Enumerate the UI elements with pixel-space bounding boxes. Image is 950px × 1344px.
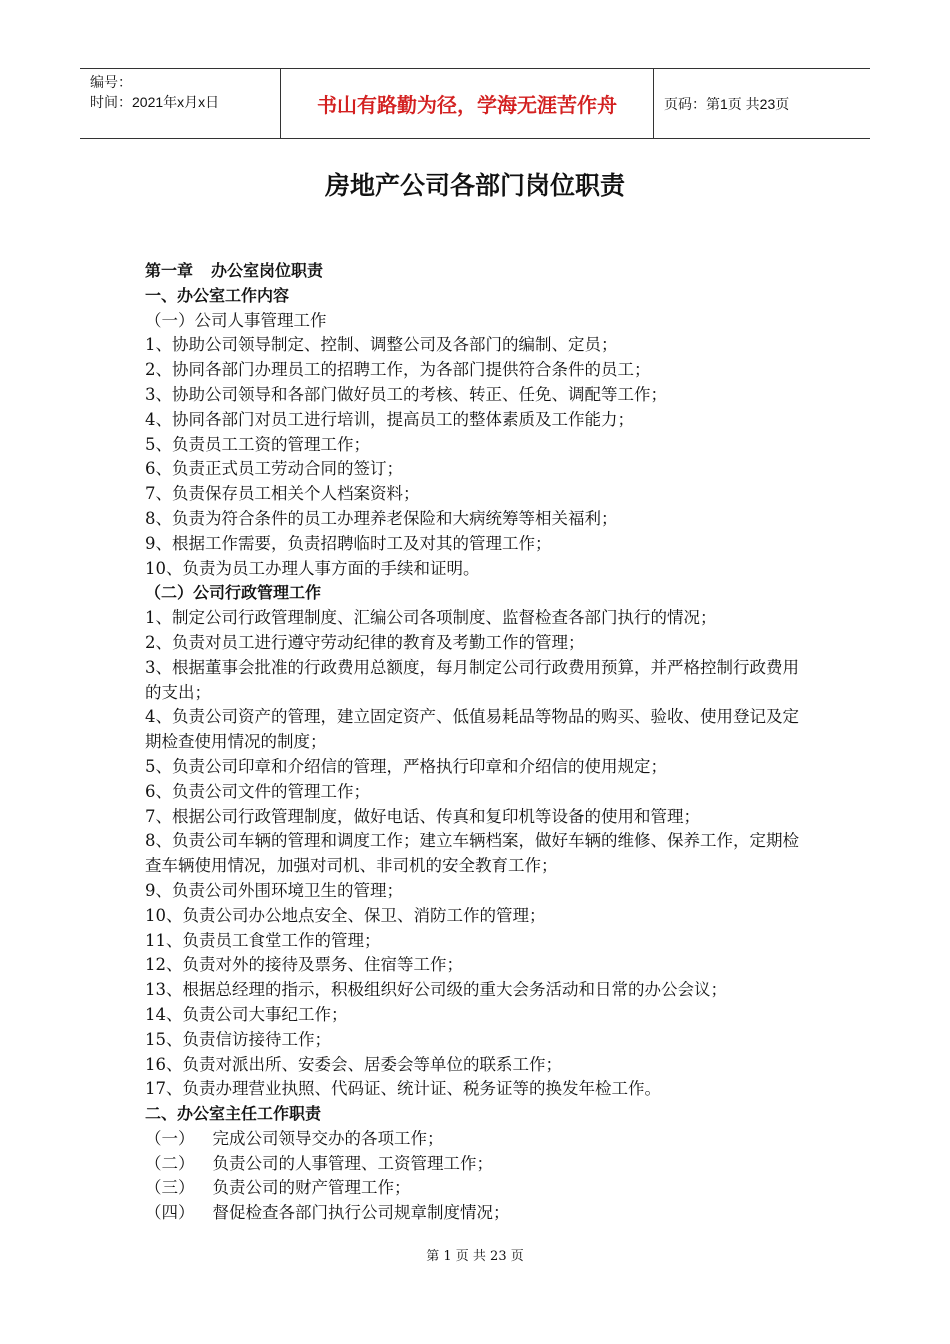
list-item: 13、根据总经理的指示，积极组织好公司级的重大会务活动和日常的办公会议； <box>145 980 727 1000</box>
item-text: 完成公司领导交办的各项工作； <box>212 1128 444 1148</box>
list-item: 8、负责公司车辆的管理和调度工作；建立车辆档案，做好车辆的维修、保养工作，定期检查车辆使用情况，加强对司机、非司机的安全教育工作； <box>145 831 799 876</box>
list-item: 3、协助公司领导和各部门做好员工的考核、转正、任免、调配等工作； <box>145 384 667 404</box>
item-text: 负责公司的人事管理、工资管理工作； <box>212 1153 493 1173</box>
list-item: 2、协同各部门办理员工的招聘工作，为各部门提供符合条件的员工； <box>145 360 651 380</box>
list-item: 15、负责信访接待工作； <box>145 1029 331 1049</box>
item-number: （一） <box>145 1128 195 1148</box>
list-item: 14、负责公司大事纪工作； <box>145 1004 348 1024</box>
list-item: 9、负责公司外围环境卫生的管理； <box>145 880 403 900</box>
item-number: （三） <box>145 1178 195 1198</box>
header-table <box>80 68 870 139</box>
list-item: 6、负责正式员工劳动合同的签订； <box>145 459 403 479</box>
item-number: （四） <box>145 1203 195 1223</box>
list-item <box>145 1201 810 1226</box>
section-heading: 二、办公室主任工作职责 <box>145 1104 322 1124</box>
list-item: 4、协同各部门对员工进行培训，提高员工的整体素质及工作能力； <box>145 409 634 429</box>
list-item: 2、负责对员工进行遵守劳动纪律的教育及考勤工作的管理； <box>145 632 585 652</box>
list-item: 17、负责办理营业执照、代码证、统计证、税务证等的换发年检工作。 <box>145 1079 661 1099</box>
list-item: 3、根据董事会批准的行政费用总额度，每月制定公司行政费用预算，并严格控制行政费用的支出； <box>145 657 799 702</box>
list-item: 5、负责员工工资的管理工作； <box>145 434 370 454</box>
list-item: 1、协助公司领导制定、控制、调整公司及各部门的编制、定员； <box>145 335 618 355</box>
list-director <box>145 1127 810 1226</box>
page-info: 页码：第1页 共23页 <box>664 95 790 112</box>
list-item: 10、负责公司办公地点安全、保卫、消防工作的管理； <box>145 905 546 925</box>
list-item: 4、负责公司资产的管理，建立固定资产、低值易耗品等物品的购买、验收、使用登记及定期检查使用情况的制度； <box>145 707 799 752</box>
document-body <box>145 259 810 1226</box>
list-item <box>145 1127 810 1152</box>
subsection-heading: （一）公司人事管理工作 <box>145 310 327 330</box>
chapter-number: 第一章 <box>145 261 194 280</box>
list-item: 7、根据公司行政管理制度，做好电话、传真和复印机等设备的使用和管理； <box>145 806 700 826</box>
page-footer: 第 1 页 共 23 页 <box>426 1249 524 1264</box>
subsection-heading: （二）公司行政管理工作 <box>145 583 322 603</box>
list-hr <box>145 333 810 581</box>
list-item <box>145 1152 810 1177</box>
time-label: 时间：2021年x月x日 <box>90 94 220 110</box>
motto: 书山有路勤为径，学海无涯苦作舟 <box>280 69 654 138</box>
list-item: 6、负责公司文件的管理工作； <box>145 781 370 801</box>
list-item: 9、根据工作需要，负责招聘临时工及对其的管理工作； <box>145 533 552 553</box>
page-title: 房地产公司各部门岗位职责 <box>324 171 625 200</box>
list-item: 5、负责公司印章和介绍信的管理，严格执行印章和介绍信的使用规定； <box>145 756 667 776</box>
list-item <box>145 1176 810 1201</box>
list-admin <box>145 606 810 1102</box>
list-item: 11、负责员工食堂工作的管理； <box>145 930 381 950</box>
item-text: 负责公司的财产管理工作； <box>212 1178 411 1198</box>
list-item: 10、负责为员工办理人事方面的手续和证明。 <box>145 558 480 578</box>
item-number: （二） <box>145 1153 195 1173</box>
list-item: 1、制定公司行政管理制度、汇编公司各项制度、监督检查各部门执行的情况； <box>145 608 717 628</box>
list-item: 12、负责对外的接待及票务、住宿等工作； <box>145 955 463 975</box>
list-item: 7、负责保存员工相关个人档案资料； <box>145 484 420 504</box>
number-label: 编号： <box>90 74 132 90</box>
list-item: 16、负责对派出所、安委会、居委会等单位的联系工作； <box>145 1054 562 1074</box>
header-meta <box>80 69 280 138</box>
section-heading: 一、办公室工作内容 <box>145 285 290 305</box>
chapter-name: 办公室岗位职责 <box>211 261 324 280</box>
chapter-heading <box>145 259 810 284</box>
item-text: 督促检查各部门执行公司规章制度情况； <box>212 1203 510 1223</box>
list-item: 8、负责为符合条件的员工办理养老保险和大病统筹等相关福利； <box>145 508 618 528</box>
